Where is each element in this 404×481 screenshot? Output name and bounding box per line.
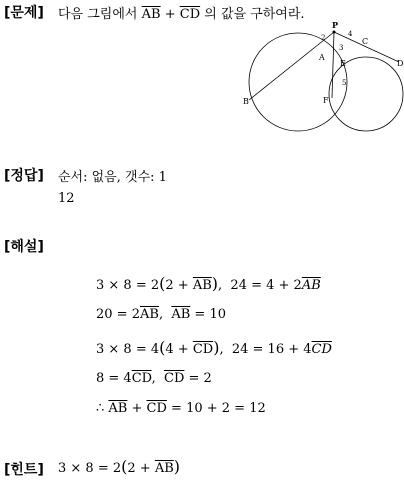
length-pe-label: 3 — [339, 44, 344, 52]
chord-pf — [332, 32, 334, 98]
answer-value: 12 — [58, 191, 75, 206]
point-b-label: B — [243, 97, 249, 106]
right-circle — [329, 57, 403, 131]
point-e-label: E — [340, 59, 346, 68]
solution-line-3: $3 \times 8 = 4(4 + \overline{CD})$, $24 = 16 + 4\overline{CD}$ — [96, 338, 332, 357]
point-f-label: F — [323, 96, 329, 105]
length-pa-label: 2 — [321, 34, 326, 42]
point-d-label: D — [397, 59, 404, 68]
point-p-dot — [333, 31, 336, 34]
hint-text: $3 \times 8 = 2(2 + \overline{AB})$ — [58, 457, 181, 476]
plus-sign: + — [160, 7, 180, 22]
length-pc-label: 4 — [348, 30, 353, 38]
point-a-label: A — [319, 53, 325, 62]
solution-line-5: ∴ $\overline{AB} + \overline{CD} = 10 + 2 = 12$ — [96, 401, 266, 416]
point-p-label: P — [332, 20, 339, 30]
problem-text-after: 의 값을 구하여라. — [200, 7, 305, 22]
answer-label: [정답] — [4, 168, 44, 184]
segment-ab: $\overline{AB}$ — [141, 7, 161, 22]
solution-label: [해설] — [4, 239, 44, 255]
problem-text-before: 다음 그림에서 — [58, 7, 142, 22]
hint-label: [힌트] — [4, 462, 44, 478]
answer-meta: 순서: 없음, 갯수: 1 — [58, 170, 167, 185]
length-ef-label: 5 — [342, 79, 347, 87]
segment-cd: $\overline{CD}$ — [179, 7, 201, 22]
solution-line-2: $20 = 2\overline{AB}$, $\overline{AB} = 10$ — [96, 307, 226, 322]
solution-line-1: $3 \times 8 = 2(2 + \overline{AB})$, $24 = 4 + 2\overline{AB}$ — [96, 274, 321, 293]
point-c-label: C — [362, 37, 369, 46]
secant-pb — [249, 32, 334, 100]
problem-label: [문제] — [4, 5, 44, 21]
solution-line-4: $8 = 4\overline{CD}$, $\overline{CD} = 2$ — [96, 371, 212, 386]
